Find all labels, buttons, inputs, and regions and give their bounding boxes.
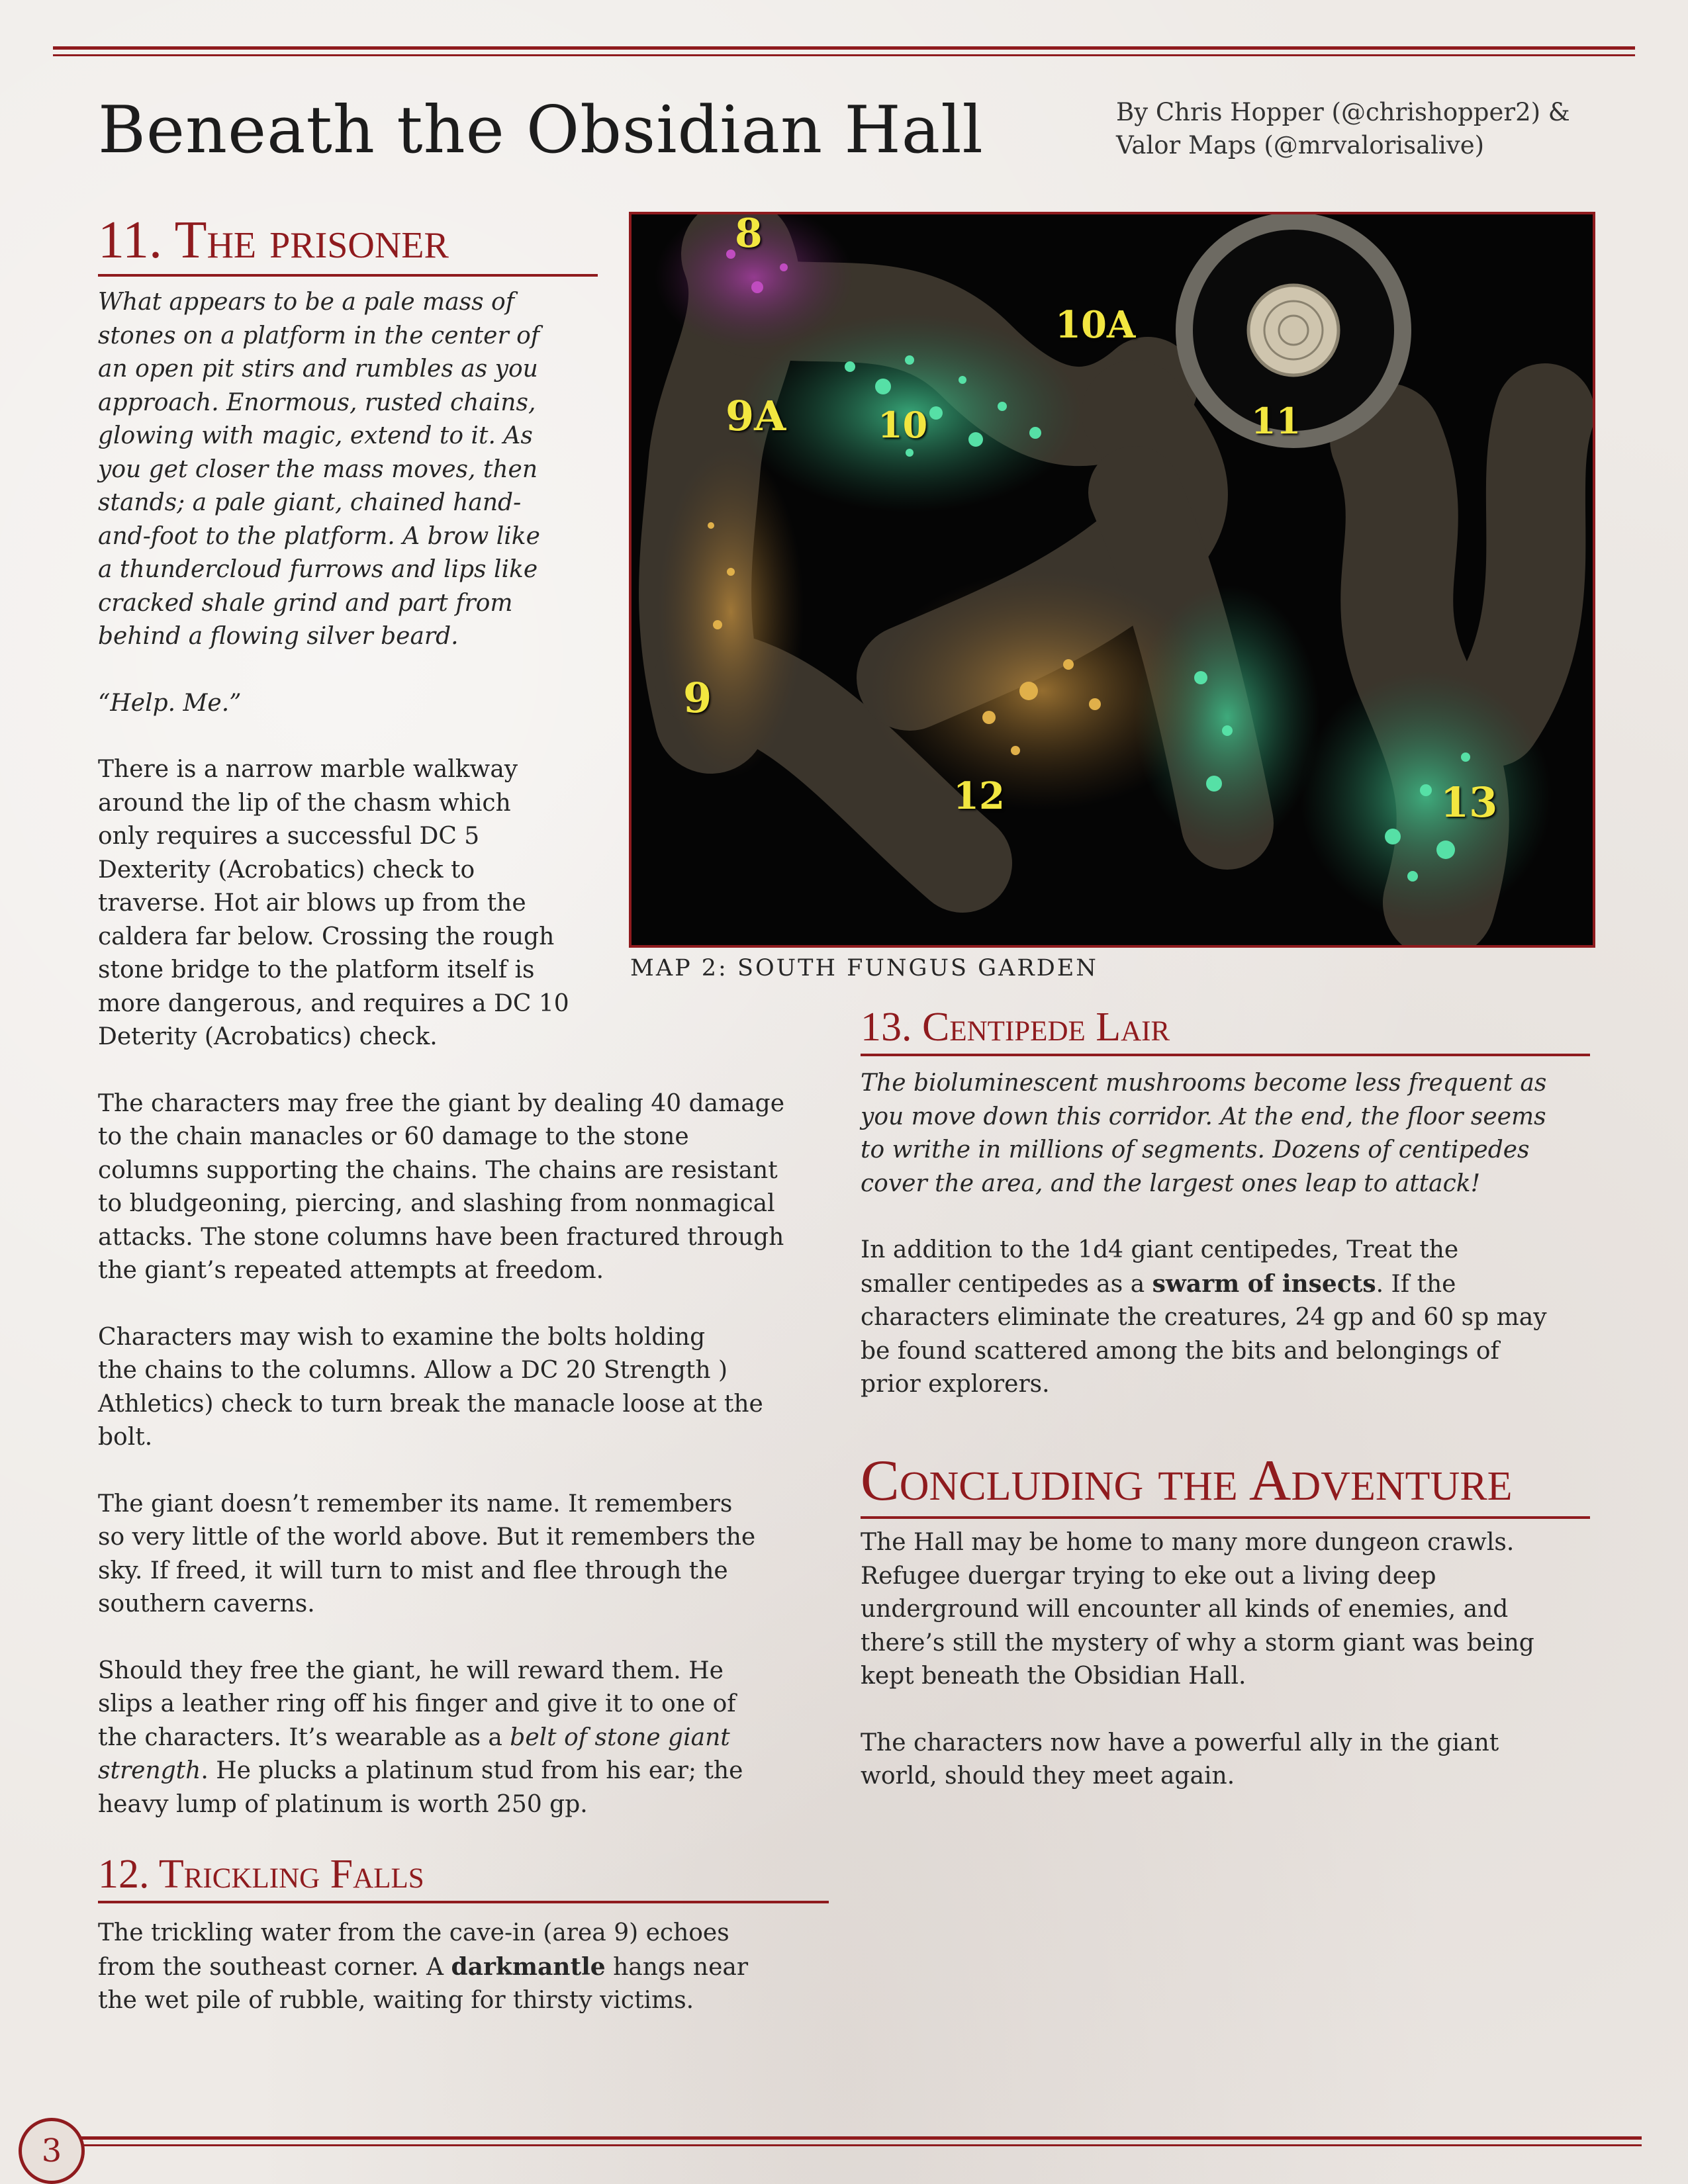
- heading-underline: [98, 274, 598, 277]
- text-line: The characters now have a powerful ally in the giant: [861, 1729, 1499, 1756]
- text-line: behind a flowing silver beard.: [98, 623, 459, 650]
- text-line: you move down this corridor. At the end, the floor seems: [861, 1103, 1546, 1130]
- text-line: underground will encounter all kinds of enemies, and: [861, 1596, 1509, 1623]
- map-label-10a: 10A: [1055, 303, 1136, 347]
- text-line: traverse. Hot air blows up from the: [98, 889, 526, 917]
- text-line: Athletics) check to turn break the manacle loose at the: [98, 1390, 763, 1418]
- text-line: characters eliminate the creatures, 24 gp and 60 sp may: [861, 1304, 1547, 1331]
- heading-underline: [861, 1054, 1590, 1056]
- text-line: an open pit stirs and rumbles as you: [98, 355, 538, 383]
- top-rule: [53, 46, 1635, 50]
- text-span: . If the: [1376, 1270, 1456, 1298]
- section-heading-13: 13. Centipede Lair: [861, 1005, 1170, 1050]
- text-line: be found scattered among the bits and belongings of: [861, 1337, 1499, 1365]
- fungus-glow-amber: [658, 446, 804, 777]
- text-line: glowing with magic, extend to it. As: [98, 422, 533, 449]
- text-line: the giant’s repeated attempts at freedom.: [98, 1257, 604, 1284]
- text-line: What appears to be a pale mass of: [98, 289, 515, 316]
- text-line: stones on a platform in the center of: [98, 322, 540, 349]
- monster-name: swarm of insects: [1152, 1269, 1376, 1298]
- section-12-body: [98, 1917, 748, 2018]
- text-line: there’s still the mystery of why a storm giant was being: [861, 1629, 1534, 1657]
- text-span: hangs near: [605, 1953, 749, 1981]
- text-line: cracked shale grind and part from: [98, 589, 513, 617]
- text-line: to the chain manacles or 60 damage to the stone: [98, 1123, 689, 1150]
- text-line: The Hall may be home to many more dungeon crawls.: [861, 1529, 1515, 1556]
- quote-line: “Help. Me.”: [98, 689, 242, 717]
- text-line: stands; a pale giant, chained hand-: [98, 489, 522, 516]
- text-line: and-foot to the platform. A brow like: [98, 522, 540, 550]
- text-line: columns supporting the chains. The chains are resistant: [98, 1156, 778, 1184]
- text-line: kept beneath the Obsidian Hall.: [861, 1662, 1246, 1690]
- magic-item-name: belt of stone giant: [510, 1723, 730, 1751]
- map-label-12: 12: [953, 774, 1005, 818]
- concluding-heading: Concluding the Adventure: [861, 1449, 1513, 1513]
- heading-underline: [861, 1516, 1590, 1519]
- text-line: heavy lump of platinum is worth 250 gp.: [98, 1790, 588, 1818]
- text-line: [861, 1267, 1547, 1302]
- text-line: bolt.: [98, 1424, 153, 1451]
- map-label-8: 8: [735, 212, 763, 257]
- bottom-rule-thin: [79, 2144, 1642, 2146]
- byline-line: Valor Maps (@mrvalorisalive): [1116, 131, 1485, 159]
- text-line: more dangerous, and requires a DC 10: [98, 989, 569, 1017]
- map-label-9a: 9A: [726, 392, 786, 440]
- read-aloud-text: [861, 1067, 1547, 1201]
- monster-name: darkmantle: [451, 1952, 606, 1981]
- text-line: sky. If freed, it will turn to mist and flee through the: [98, 1557, 728, 1584]
- text-line: The bioluminescent mushrooms become less frequent as: [861, 1069, 1547, 1097]
- text-line: [98, 1721, 784, 1755]
- section-heading-12: 12. Trickling Falls: [98, 1852, 424, 1897]
- text-line: so very little of the world above. But it remembers the: [98, 1524, 756, 1551]
- text-span: the characters. It’s wearable as a: [98, 1723, 510, 1751]
- text-line: around the lip of the chasm which: [98, 789, 511, 817]
- map-label-9: 9: [683, 674, 712, 722]
- text-line: you get closer the mass moves, then: [98, 455, 538, 483]
- text-line: a thundercloud furrows and lips like: [98, 556, 538, 583]
- text-line: only requires a successful DC 5: [98, 823, 480, 850]
- text-line: There is a narrow marble walkway: [98, 756, 518, 783]
- text-line: [98, 1754, 784, 1788]
- text-line: caldera far below. Crossing the rough: [98, 923, 555, 950]
- bottom-rule: [79, 2136, 1642, 2140]
- page-title: Beneath the Obsidian Hall: [98, 93, 984, 168]
- text-span: . He plucks a platinum stud from his ear; the: [201, 1757, 743, 1784]
- text-line: the chains to the columns. Allow a DC 20 Strength ): [98, 1357, 728, 1384]
- dungeon-map: [629, 212, 1595, 948]
- map-label-11: 11: [1251, 400, 1301, 442]
- text-line: prior explorers.: [861, 1371, 1050, 1398]
- section-13-body: [861, 1067, 1547, 1402]
- text-line: Characters may wish to examine the bolts holding: [98, 1323, 706, 1351]
- text-line: Should they free the giant, he will reward them. He: [98, 1657, 724, 1684]
- text-line: In addition to the 1d4 giant centipedes, Treat the: [861, 1236, 1459, 1263]
- text-line: stone bridge to the platform itself is: [98, 956, 535, 983]
- map-caption: MAP 2: SOUTH FUNGUS GARDEN: [630, 955, 1098, 981]
- text-line: Deterity (Acrobatics) check.: [98, 1023, 438, 1050]
- byline: [1116, 96, 1570, 162]
- text-line: cover the area, and the largest ones leap to attack!: [861, 1169, 1481, 1197]
- text-line: [98, 1950, 748, 1985]
- section-heading-11: 11. The prisoner: [98, 211, 449, 269]
- text-span: smaller centipedes as a: [861, 1270, 1152, 1298]
- byline-line: By Chris Hopper (@chrishopper2) &: [1116, 98, 1570, 126]
- heading-underline: [98, 1901, 829, 1903]
- text-line: the wet pile of rubble, waiting for thirsty victims.: [98, 1987, 694, 2014]
- text-line: world, should they meet again.: [861, 1762, 1235, 1790]
- text-line: The characters may free the giant by dealing 40 damage: [98, 1089, 785, 1117]
- fungus-glow-green: [1300, 671, 1552, 923]
- map-label-10: 10: [878, 404, 928, 446]
- text-line: The trickling water from the cave-in (area 9) echoes: [98, 1919, 729, 1946]
- text-line: to writhe in millions of segments. Dozens of centipedes: [861, 1136, 1530, 1163]
- concluding-body: [861, 1526, 1534, 1794]
- top-rule-thin: [53, 54, 1635, 56]
- fungus-glow-amber: [870, 572, 1214, 810]
- text-line: The giant doesn’t remember its name. It remembers: [98, 1490, 733, 1518]
- text-line: Dexterity (Acrobatics) check to: [98, 856, 475, 884]
- magic-item-name: strength: [98, 1757, 201, 1784]
- map-label-13: 13: [1440, 778, 1498, 827]
- giant-platform: [1248, 285, 1338, 375]
- text-line: to bludgeoning, piercing, and slashing from nonmagical: [98, 1190, 775, 1217]
- text-line: approach. Enormous, rusted chains,: [98, 388, 536, 416]
- page-number: 3: [19, 2118, 85, 2184]
- text-line: southern caverns.: [98, 1590, 315, 1617]
- text-line: attacks. The stone columns have been fractured through: [98, 1223, 784, 1251]
- text-line: Refugee duergar trying to eke out a living deep: [861, 1562, 1436, 1590]
- text-span: from the southeast corner. A: [98, 1953, 451, 1981]
- text-line: slips a leather ring off his finger and give it to one of: [98, 1690, 736, 1717]
